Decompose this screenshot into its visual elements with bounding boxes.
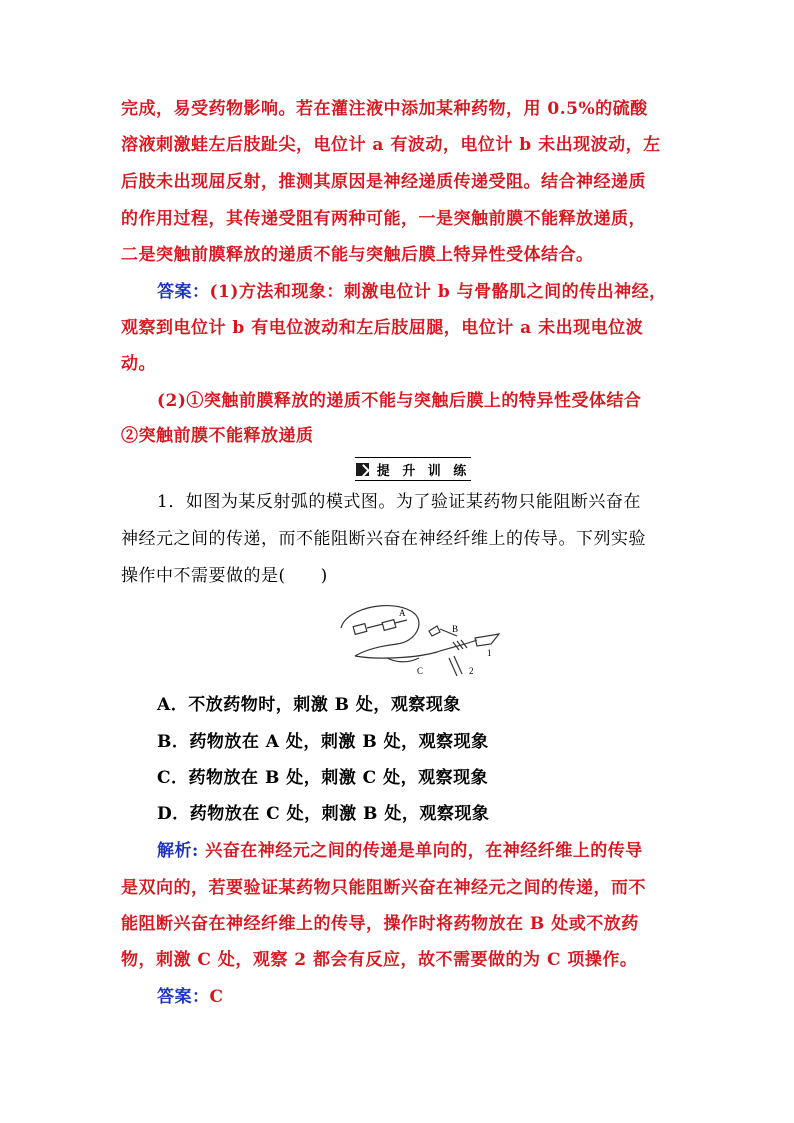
section-title: 提 升 训 练 (376, 463, 471, 479)
option-a[interactable]: A．不放药物时，刺激 B 处，观察现象 (157, 695, 461, 715)
text-line: ②突触前膜不能释放递质 (121, 426, 314, 446)
text-line: 观察到电位计 b 有电位波动和左后肢屈腿，电位计 a 未出现电位波 (121, 318, 644, 338)
answer-line (157, 284, 676, 301)
text-line: 能阻断兴奋在神经纤维上的传导，操作时将药物放在 B 处或不放药 (121, 914, 639, 934)
label-2: 2 (469, 666, 474, 676)
final-answer (157, 989, 676, 1006)
option-c[interactable]: C．药物放在 B 处，刺激 C 处，观察现象 (157, 768, 489, 788)
text-line: 后肢未出现屈反射，推测其原因是神经递质传递受阻。结合神经递质 (121, 172, 646, 192)
text-line: 完成，易受药物影响。若在灌注液中添加某种药物，用 0.5%的硫酸 (121, 99, 648, 119)
explanation-line (157, 843, 676, 860)
text-line: 是双向的，若要验证某药物只能阻断兴奋在神经元之间的传递，而不 (121, 878, 646, 898)
text-line: 物，刺激 C 处，观察 2 都会有反应，故不需要做的为 C 项操作。 (121, 950, 638, 970)
text-line: 的作用过程，其传递受阻有两种可能，一是突触前膜不能释放递质， (121, 209, 646, 229)
answer-text: (1)方法和现象：刺激电位计 b 与骨骼肌之间的传出神经， (209, 282, 667, 302)
option-d[interactable]: D．药物放在 C 处，刺激 B 处，观察现象 (157, 804, 490, 824)
label-C: C (417, 666, 424, 676)
answer-value: C (209, 987, 224, 1007)
text-line: 溶液刺激蛙左后肢趾尖，电位计 a 有波动，电位计 b 未出现波动，左 (121, 135, 661, 155)
text-line: 二是突触前膜释放的递质不能与突触后膜上特异性受体结合。 (121, 245, 594, 265)
reflex-arc-figure (337, 598, 505, 678)
arrow-icon (356, 463, 369, 476)
text-line: 动。 (121, 354, 156, 374)
label-1: 1 (487, 648, 492, 658)
text-line: (2)①突触前膜释放的递质不能与突触后膜上的特异性受体结合 (157, 391, 642, 411)
question-line: 神经元之间的传递，而不能阻断兴奋在神经纤维上的传导。下列实验 (121, 529, 646, 549)
label-B: B (452, 624, 459, 634)
answer-label: 答案： (157, 987, 210, 1007)
option-b[interactable]: B．药物放在 A 处，刺激 B 处，观察现象 (157, 732, 489, 752)
explanation-label: 解析: (157, 841, 199, 861)
question-line: 操作中不需要做的是( ) (121, 566, 328, 586)
section-banner (355, 457, 471, 481)
explanation-text: 兴奋在神经元之间的传递是单向的，在神经纤维上的传导 (198, 841, 643, 861)
question-line: 1．如图为某反射弧的模式图。为了验证某药物只能阻断兴奋在 (157, 492, 641, 512)
answer-label: 答案： (157, 282, 210, 302)
label-A: A (399, 608, 406, 618)
